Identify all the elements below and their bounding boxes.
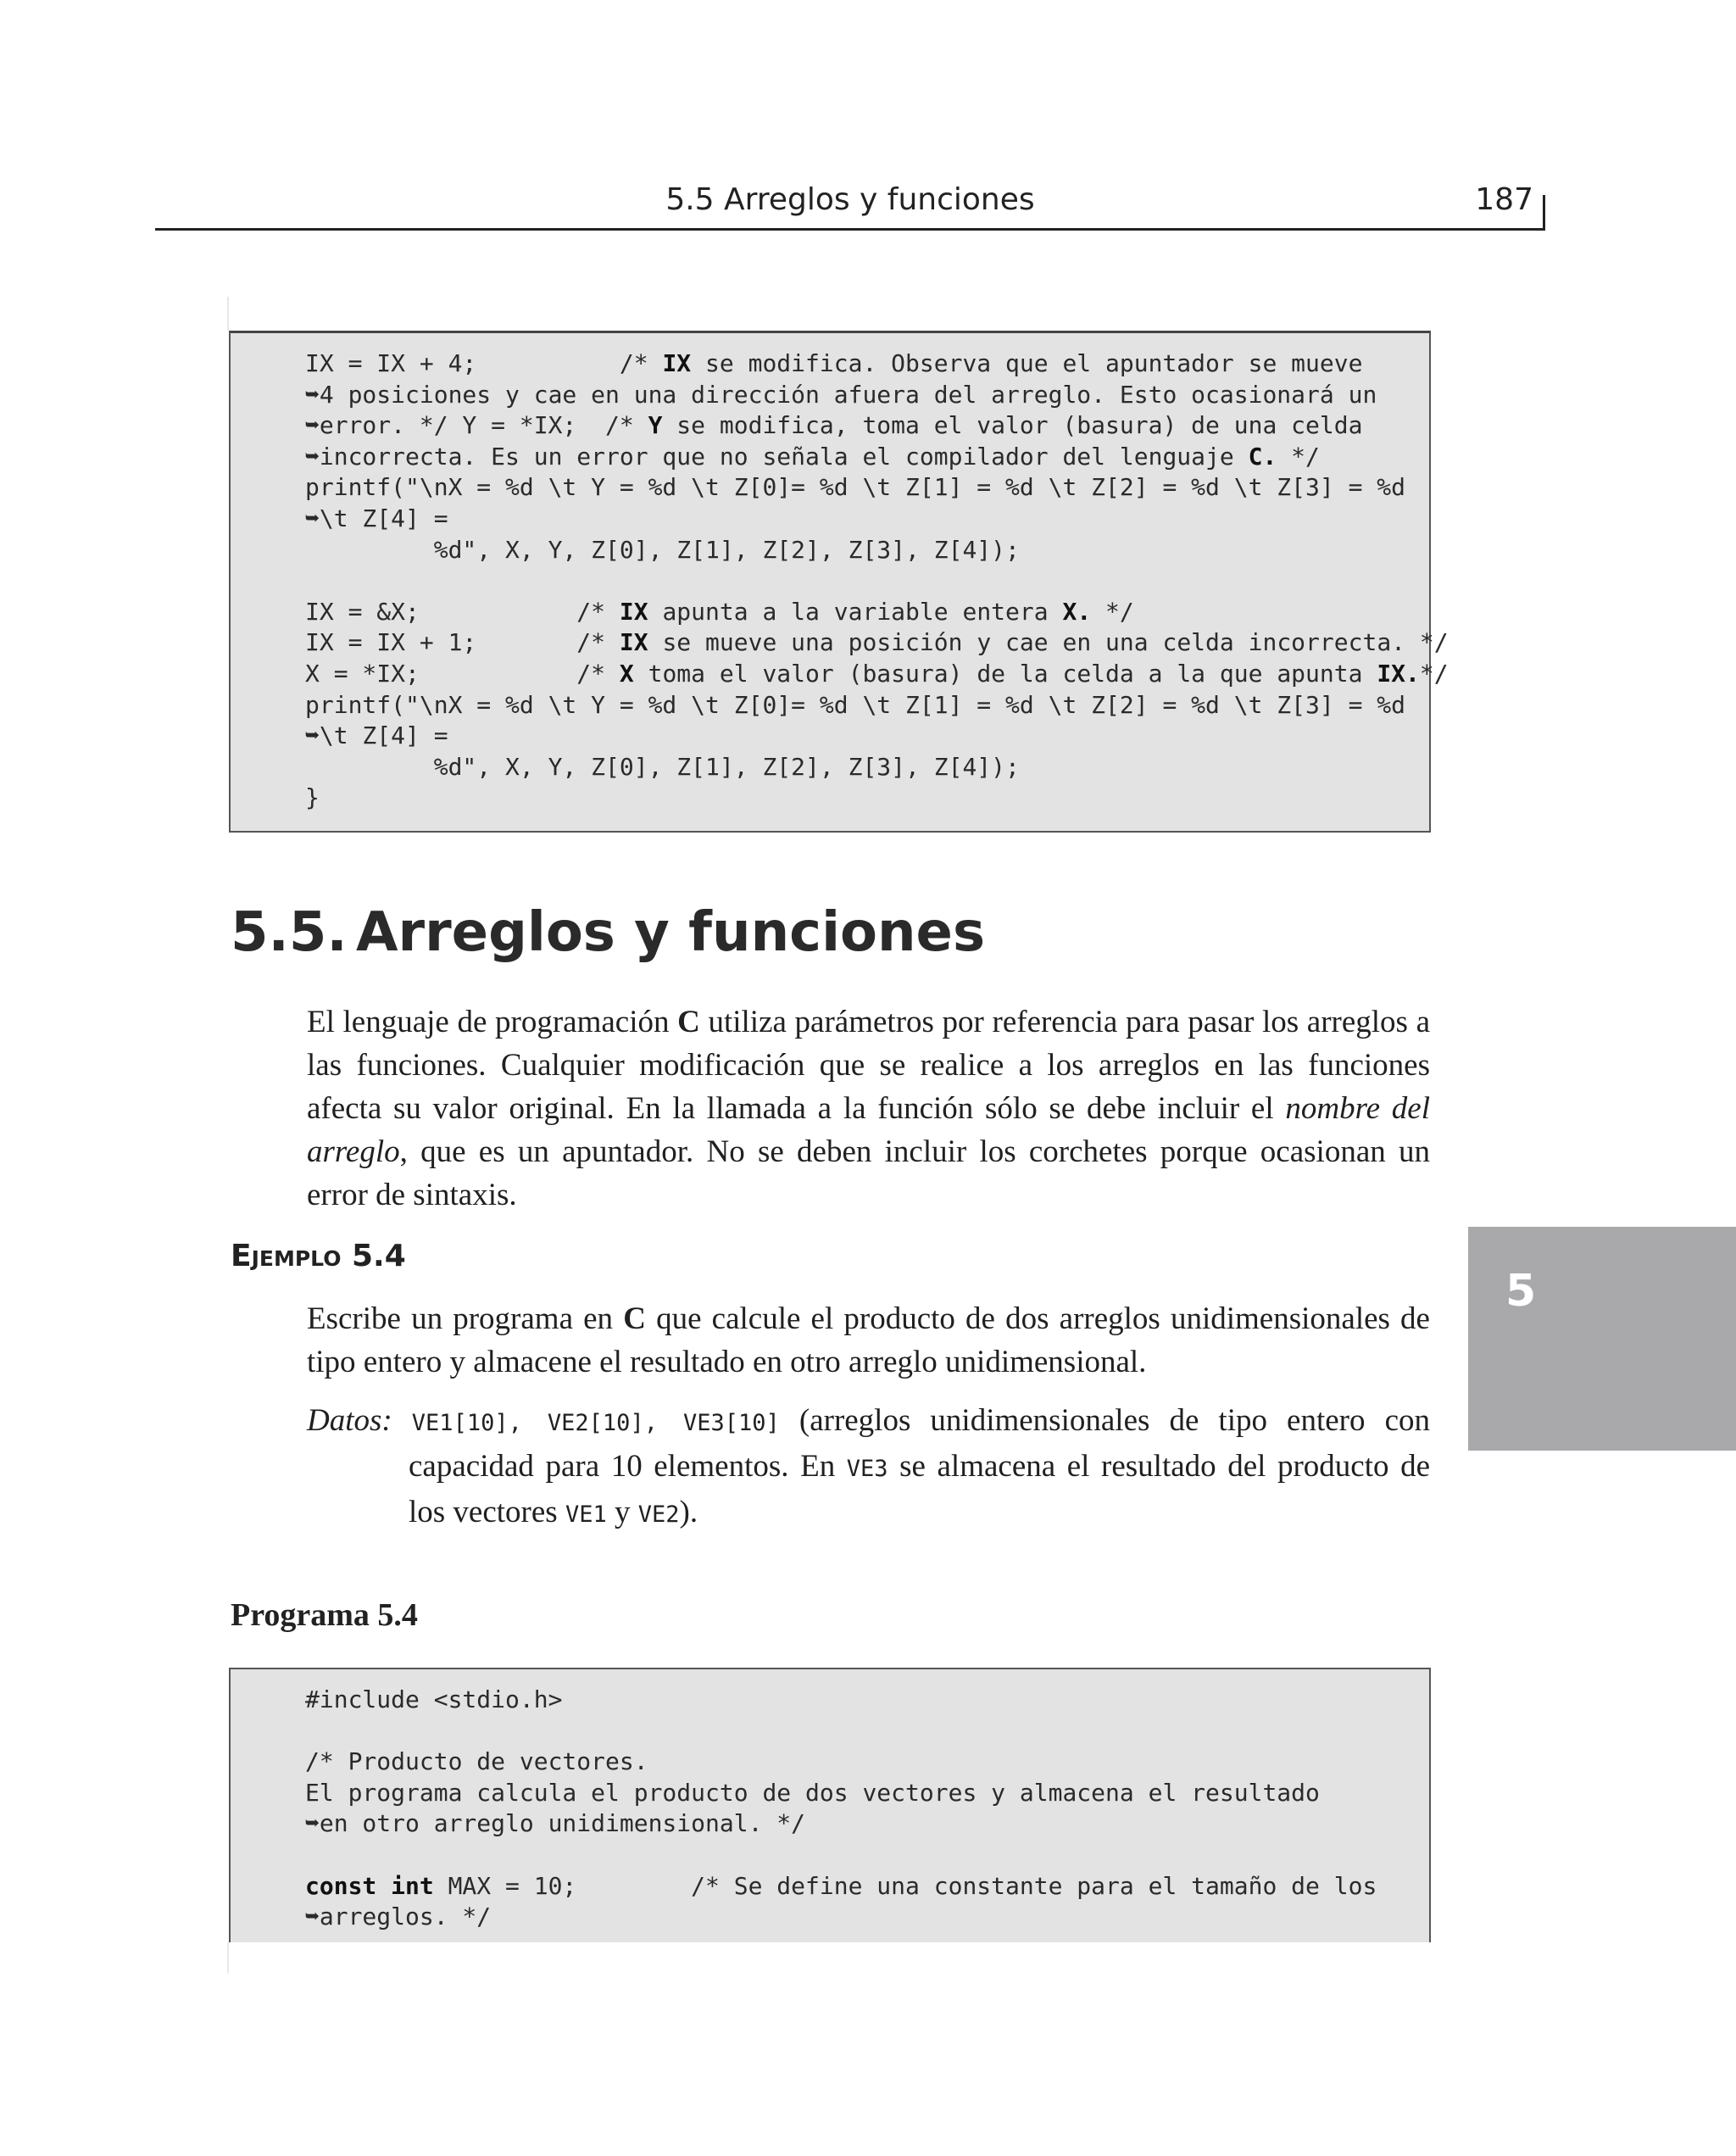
running-head [155,180,1545,231]
code-listing-top [229,331,1449,833]
section-number: 5.5. [231,901,348,964]
example-heading: Ejemplo 5.4 [231,1239,406,1273]
program-label: Programa 5.4 [231,1597,418,1633]
chapter-tab-number: 5 [1505,1266,1537,1317]
intro-paragraph: El lenguaje de programación C utiliza parámetros por referencia para pasar los arreglos a las funciones. Cualquier modificación que se realice a los arreglos en las funciones afecta su valor original. En la llamada a la función sólo se debe incluir el nombre del arreglo, que es un apuntador. No se deben incluir los corchetes porque ocasionan un error de sintaxis. [307,1005,1431,1212]
section-title: Arreglos y funciones [356,901,986,964]
code-box-edge [227,297,229,331]
example-text: Escribe un programa en C que calcule el producto de dos arreglos unidimensionales de tipo entero y almacene el resultado en otro arreglo unidimensional. [307,1301,1430,1379]
code-text-bottom: #include <stdio.h> /* Producto de vectores. El programa calcula el producto de dos vectores y almacena el resultado ➥en otro arreglo unidimensional. */ const int MAX = 10; /* Se define una constante para el tamaño de los ➥arreglos. */ [305,1685,1377,1931]
code-text-top: IX = IX + 4; /* IX se modifica. Observa que el apuntador se mueve ➥4 posiciones y cae en una dirección afuera del arreglo. Esto ocasionará un ➥error. */ Y = *IX; /* Y se modifica, toma el valor (basura) de una celda ➥incorrecta. Es un error que no señala el compilador del lenguaje C. */ printf("\nX = %d \t Y = %d \t Z[0]= %d \t Z[1] = %d \t Z[2] = %d \t Z[3] = %d ➥\t Z[4] = %d", X, Y, Z[0], Z[1], Z[2], Z[3], Z[4]); IX = &X; /* IX apunta a la variable entera X. */ IX = IX + 1; /* IX se mueve una posición y cae en una celda incorrecta. */ X = *IX; /* X toma el valor (basura) de la celda a la que apunta IX.*/ printf("\nX = %d \t Y = %d \t Z[0]= %d \t Z[1] = %d \t Z[2] = %d \t Z[3] = %d ➥\t Z[4] = %d", X, Y, Z[0], Z[1], Z[2], Z[3], Z[4]); } [305,349,1449,812]
datos-paragraph: Datos: VE1[10], VE2[10], VE3[10] (arreglos unidimensionales de tipo entero con capacidad para 10 elementos. En VE3 se almacena el resultado del producto de los vectores VE1 y VE2). [307,1403,1430,1529]
running-head-tick [1543,195,1545,231]
code-box-edge-bottom [227,1942,229,1973]
chapter-tab [1468,1227,1736,1451]
code-listing-bottom [229,1668,1431,1942]
datos-label: Datos: [307,1403,392,1438]
running-title: 5.5 Arreglos y funciones [665,182,1035,217]
page-number: 187 [1475,182,1533,217]
section-heading [231,899,985,967]
